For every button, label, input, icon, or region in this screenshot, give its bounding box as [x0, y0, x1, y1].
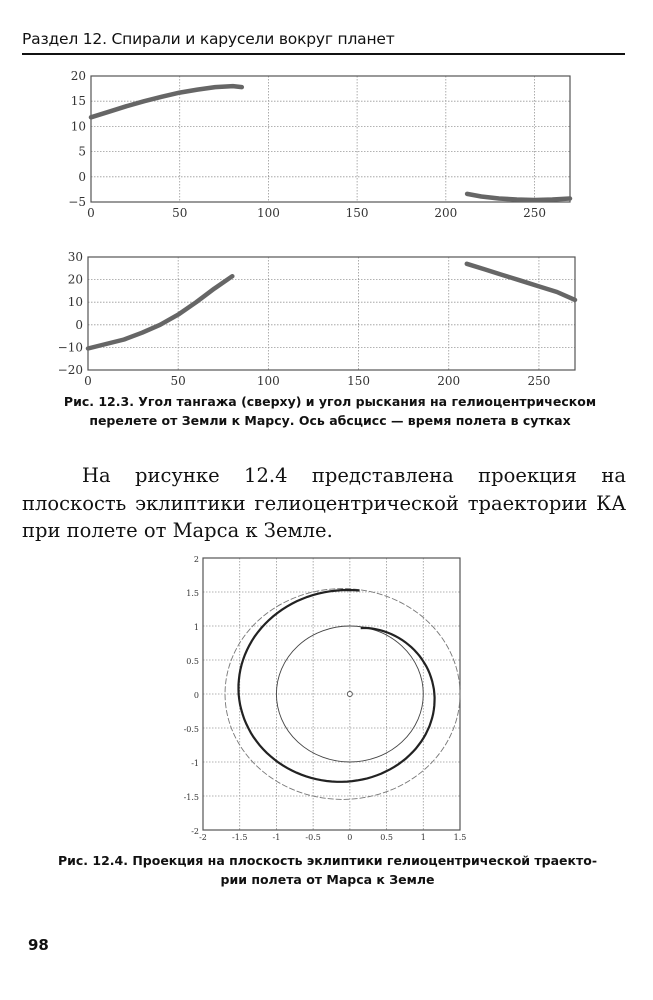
- yaw-angle-chart: [58, 250, 575, 388]
- x-tick-label: -0.5: [305, 833, 321, 842]
- x-tick-label: -1.5: [231, 833, 248, 842]
- pitch-arc-1-line: [91, 86, 242, 117]
- x-tick-label: 50: [170, 374, 186, 388]
- pitch-angle-chart: [68, 69, 570, 220]
- x-tick-label: -1: [272, 833, 281, 842]
- paragraph-text: На рисунке 12.4 представлена проекция на плоскость эклиптики гелиоцентрической траектории КА при полете от Марса к Земле.: [22, 464, 626, 542]
- x-tick-label: 1.5: [453, 833, 467, 842]
- y-tick-label: 1: [193, 623, 199, 632]
- y-tick-label: 0: [75, 317, 83, 332]
- x-tick-label: 250: [523, 206, 546, 220]
- y-tick-label: 10: [70, 119, 86, 134]
- pitch-arc-2-line: [467, 194, 570, 200]
- x-tick-label: 100: [256, 206, 280, 220]
- figure-12-3-caption-line2: перелете от Земли к Марсу. Ось абсцисс — время полета в сутках: [89, 413, 571, 428]
- figure-12-3-caption: [30, 392, 630, 430]
- x-tick-label: 150: [345, 206, 369, 220]
- figure-12-4-caption-line1: Рис. 12.4. Проекция на плоскость эклиптики гелиоцентрической траекто-: [57, 853, 598, 868]
- figure-12-4-caption: [20, 851, 635, 889]
- y-tick-label: 10: [67, 295, 83, 310]
- sun-marker: [347, 692, 352, 697]
- x-tick-label: 0: [87, 206, 95, 220]
- figure-12-4-caption-line2: рии полета от Марса к Земле: [220, 872, 435, 887]
- x-tick-label: 200: [437, 374, 461, 388]
- x-tick-label: 50: [172, 206, 188, 220]
- y-tick-label: 20: [67, 272, 83, 287]
- body-paragraph: [22, 462, 626, 545]
- y-tick-label: −5: [68, 195, 86, 209]
- x-tick-label: 0: [84, 374, 92, 388]
- x-tick-label: 250: [527, 374, 551, 388]
- x-tick-label: 1: [420, 833, 426, 842]
- y-tick-label: -1: [191, 759, 199, 768]
- y-tick-label: -2: [191, 827, 199, 836]
- y-tick-label: -1.5: [183, 793, 199, 802]
- x-tick-label: 200: [434, 206, 458, 220]
- y-tick-label: 0.5: [186, 657, 199, 666]
- section-header: Раздел 12. Спирали и карусели вокруг планет: [22, 30, 395, 48]
- plot-frame: [203, 558, 460, 830]
- x-tick-label: 0.5: [380, 833, 393, 842]
- x-tick-label: 100: [256, 374, 280, 388]
- y-tick-label: 0: [193, 691, 199, 700]
- x-tick-label: 0: [347, 833, 353, 842]
- y-tick-label: 0: [78, 169, 86, 184]
- y-tick-label: −20: [57, 363, 83, 377]
- y-tick-label: 1.5: [186, 589, 199, 598]
- spacecraft-trajectory: [239, 590, 435, 782]
- y-tick-label: 2: [193, 555, 199, 564]
- x-tick-label: 150: [347, 374, 371, 388]
- yaw-arc-2-line: [467, 264, 575, 300]
- y-tick-label: -0.5: [183, 725, 199, 734]
- y-tick-label: 20: [70, 69, 86, 83]
- y-tick-label: 30: [67, 250, 83, 264]
- page-number: 98: [28, 936, 49, 954]
- y-tick-label: −10: [57, 340, 83, 355]
- figure-12-3-caption-line1: Рис. 12.3. Угол тангажа (сверху) и угол рыскания на гелиоцентрическом: [63, 394, 597, 409]
- x-tick-label: -2: [199, 833, 207, 842]
- ecliptic-projection-chart: [184, 555, 467, 842]
- y-tick-label: 5: [78, 144, 86, 159]
- yaw-arc-1-line: [88, 276, 232, 348]
- y-tick-label: 15: [70, 94, 86, 109]
